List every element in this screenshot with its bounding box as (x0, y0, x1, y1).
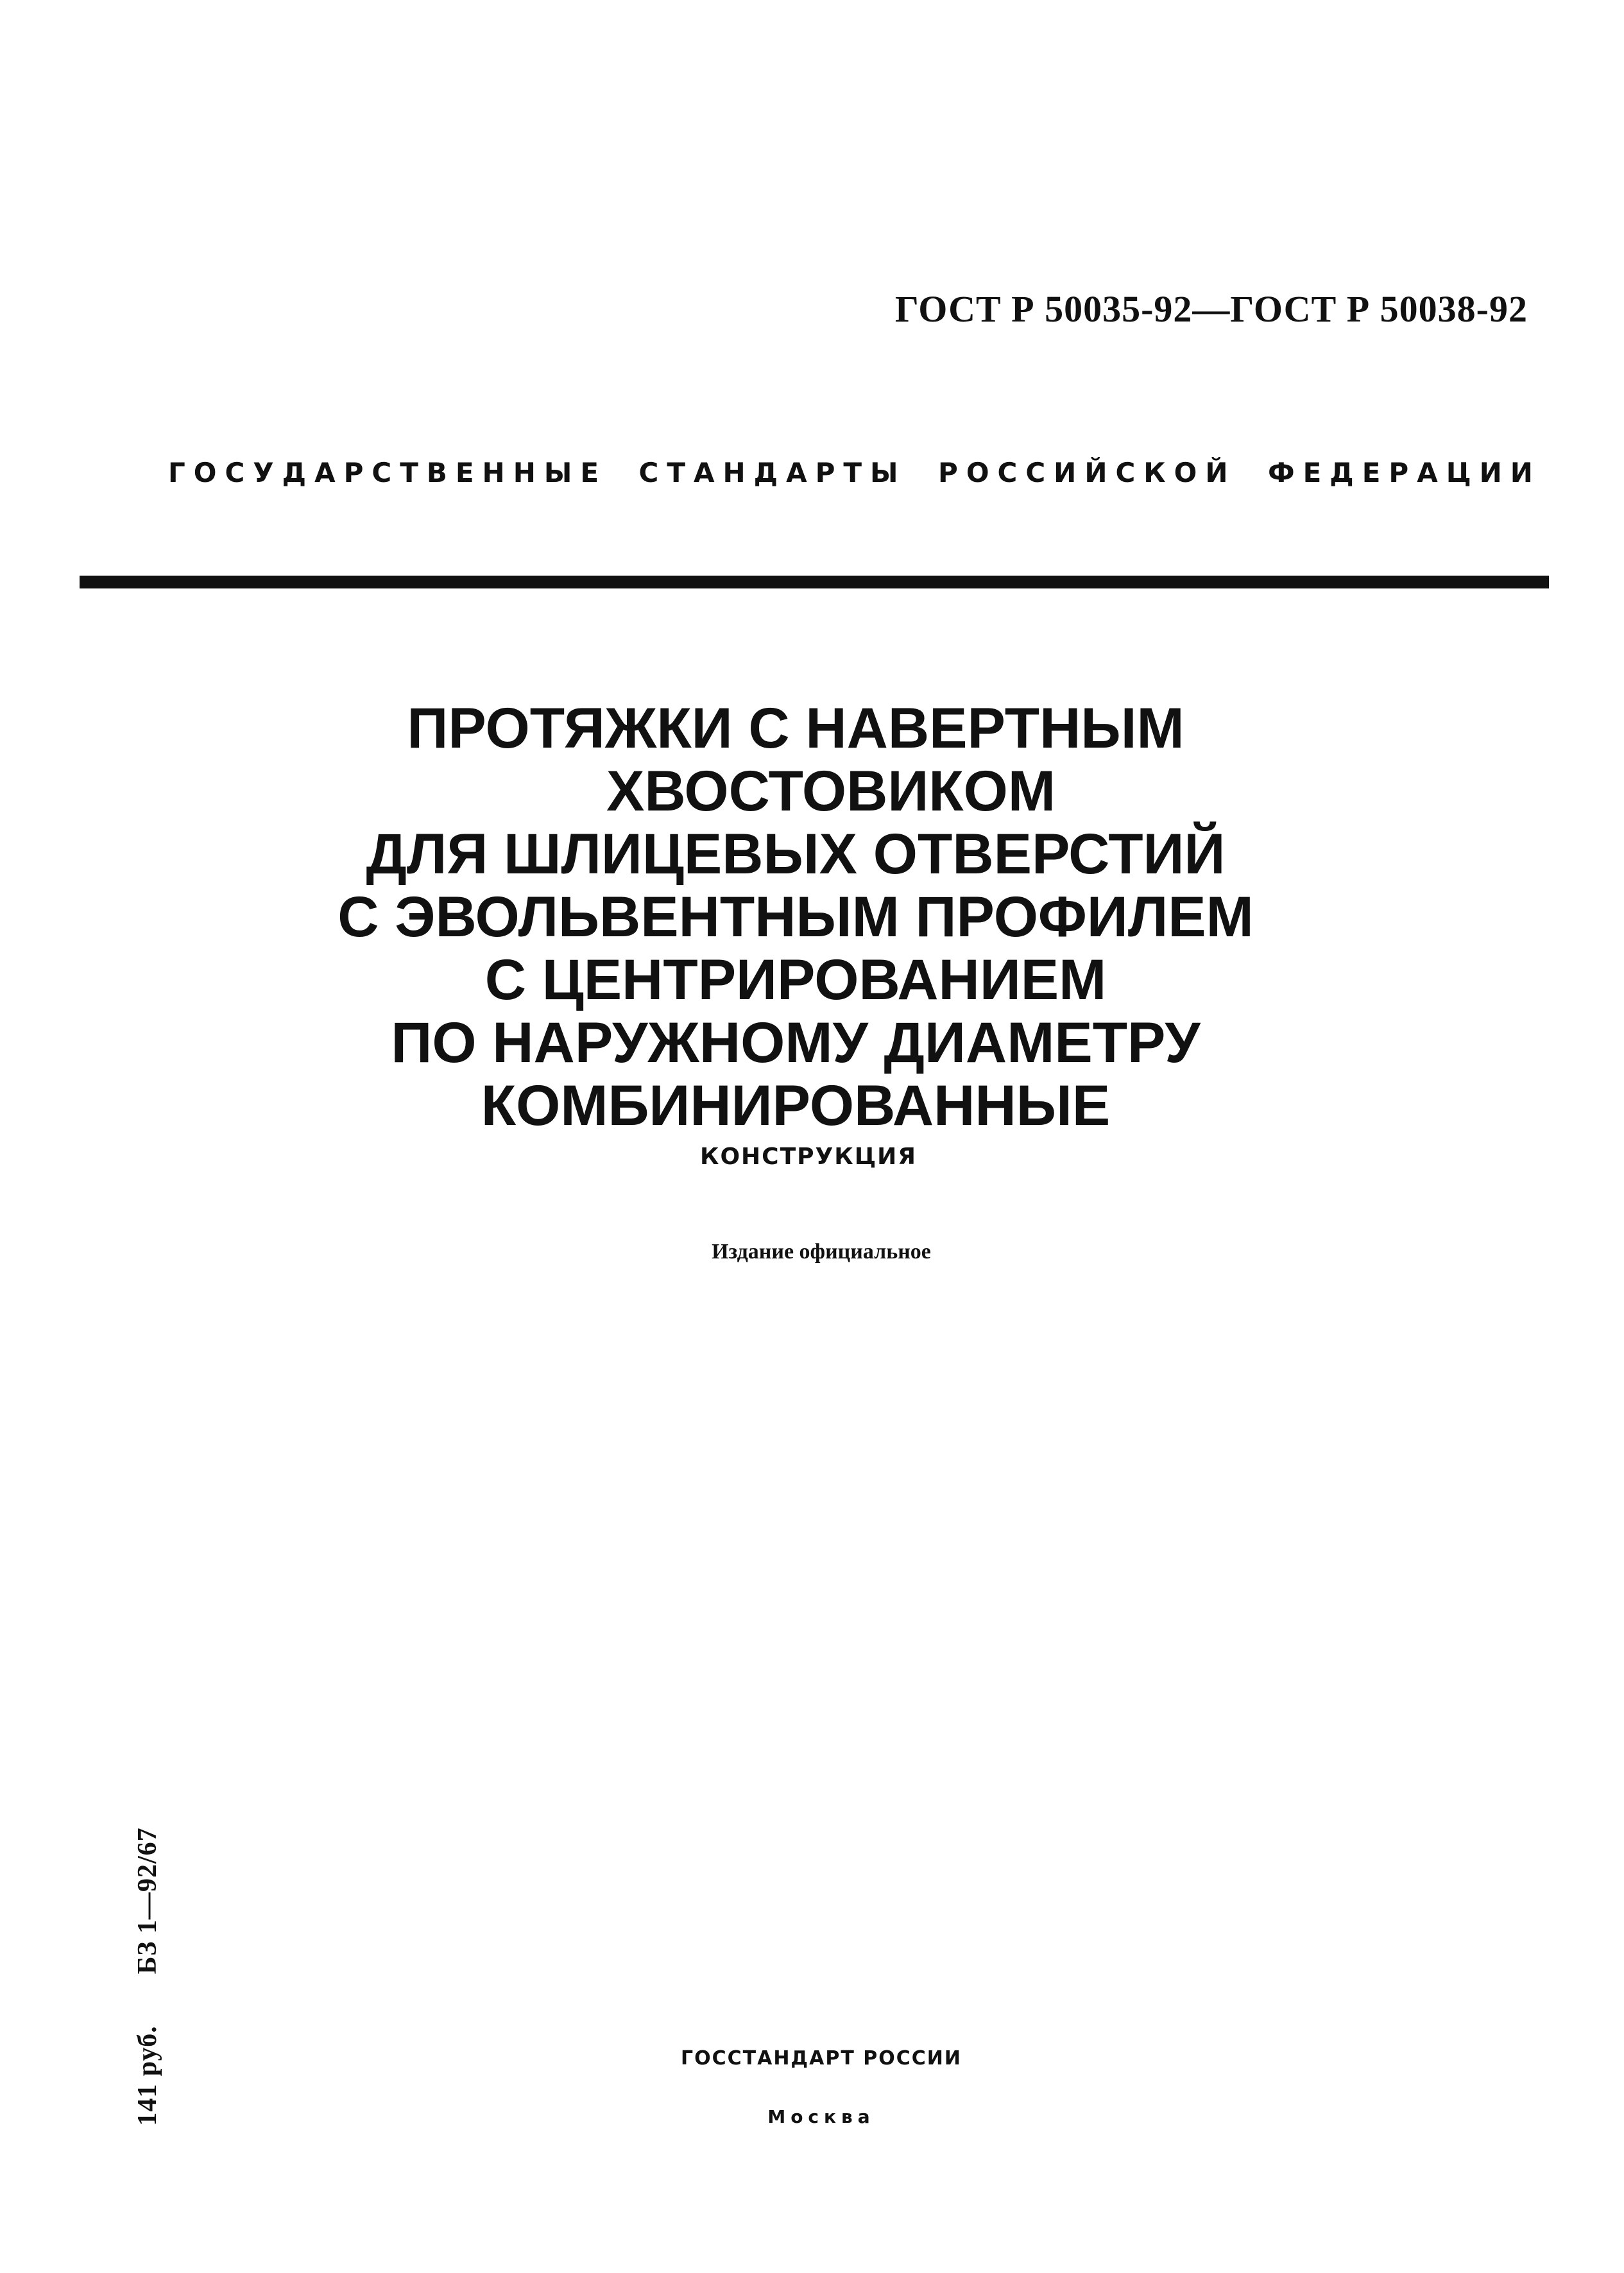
series-word: РОССИЙСКОЙ (938, 457, 1236, 488)
document-title (308, 696, 1283, 1136)
title-line: ПРОТЯЖКИ С НАВЕРТНЫМ (407, 696, 1184, 760)
standard-numbers: ГОСТ Р 50035-92—ГОСТ Р 50038-92 (894, 288, 1528, 330)
horizontal-rule (80, 576, 1549, 588)
title-line: С ЦЕНТРИРОВАНИЕМ (484, 947, 1107, 1011)
title-line: ПО НАРУЖНОМУ ДИАМЕТРУ (391, 1010, 1201, 1074)
series-heading (168, 457, 1541, 488)
price-label: 141 руб. (133, 2025, 162, 2126)
series-word: СТАНДАРТЫ (638, 457, 907, 488)
publisher-city: Москва (767, 2106, 875, 2127)
code-label: БЗ 1—92/67 (133, 1827, 162, 1975)
title-line: ДЛЯ ШЛИЦЕВЫХ ОТВЕРСТИЙ (366, 821, 1226, 886)
document-subtitle: КОНСТРУКЦИЯ (700, 1144, 917, 1170)
side-price-note (132, 1827, 163, 2125)
series-word: ГОСУДАРСТВЕННЫЕ (168, 457, 608, 488)
title-line: ХВОСТОВИКОМ (606, 759, 1056, 823)
publisher-name: ГОССТАНДАРТ РОССИИ (680, 2047, 962, 2070)
title-line: КОМБИНИРОВАННЫЕ (481, 1073, 1111, 1137)
edition-note: Издание официальное (712, 1240, 931, 1264)
title-line: С ЭВОЛЬВЕНТНЫМ ПРОФИЛЕМ (338, 884, 1254, 948)
series-word: ФЕДЕРАЦИИ (1267, 457, 1541, 488)
